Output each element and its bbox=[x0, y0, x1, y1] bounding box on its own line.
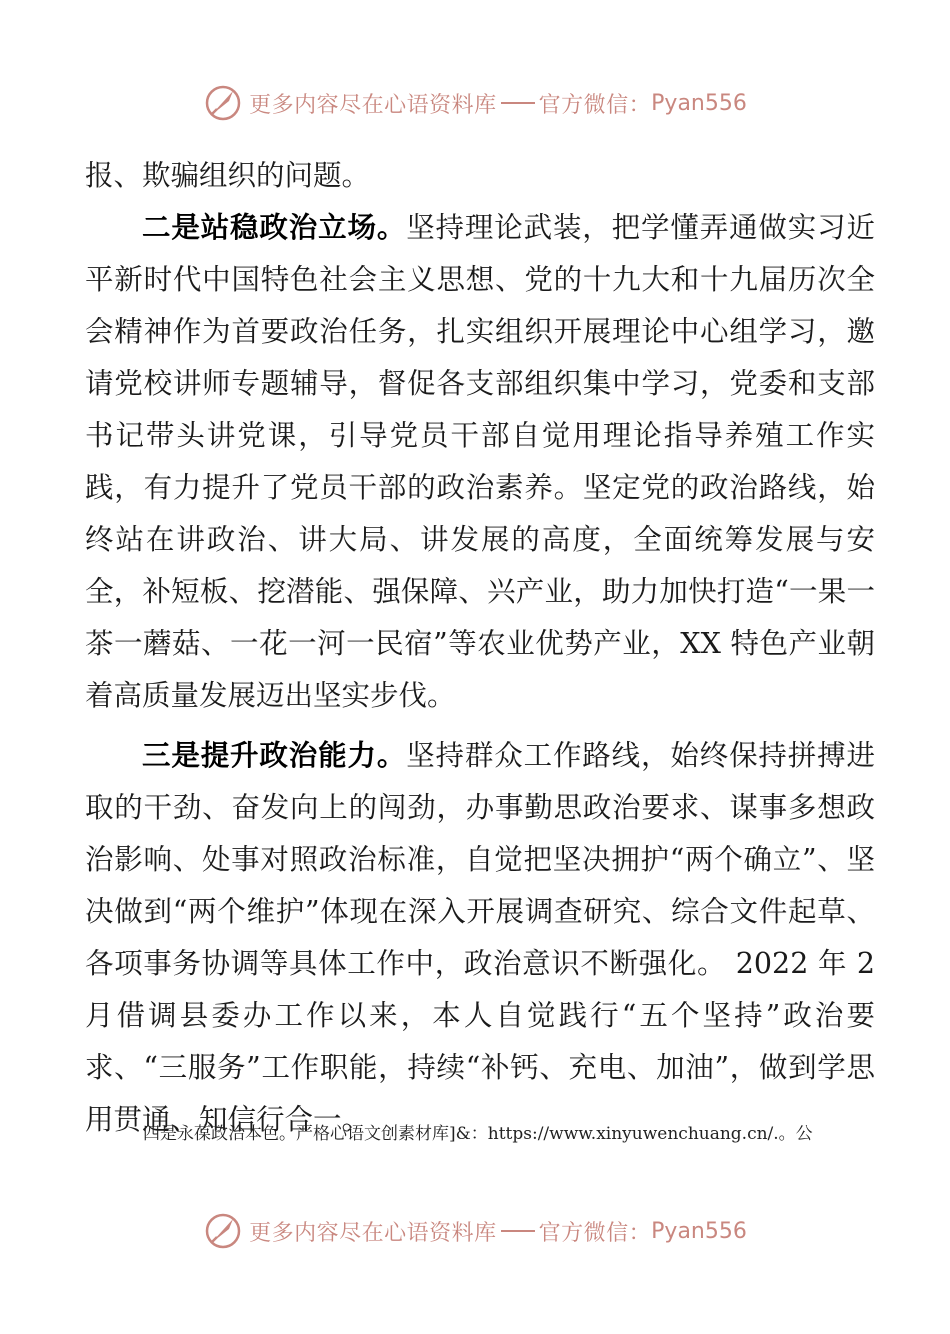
document-body bbox=[85, 150, 875, 1146]
banner-dash bbox=[501, 102, 535, 104]
banner-text: 更多内容尽在心语资料库 bbox=[249, 1220, 497, 1246]
quill-logo-icon bbox=[203, 83, 243, 123]
banner-dash bbox=[501, 1230, 535, 1232]
footer-watermark-banner bbox=[0, 1206, 950, 1256]
paragraph-body: 坚持群众工作路线，始终保持拼搏进取的干劲、奋发向上的闯劲，办事勤思政治要求、谋事多想政治影响、处事对照政治标准，自觉把坚决拥护“两个确立”、坚决做到“两个维护”体现在深入开展调查研究、综合文件起草、各项事务协调等具体工作中，政治意识不断强化。 2022 年 2 月借调县委办工作以来，本人自觉践行“五个坚持”政治要求、“三服务”工作职能，持续“补钙、充电、加油”，做到学思用贯通、知信行合一。 bbox=[85, 739, 875, 1136]
paragraph-political-stance bbox=[85, 202, 875, 722]
banner-label: 官方微信： bbox=[538, 1220, 652, 1246]
header-watermark-banner bbox=[0, 78, 950, 128]
paragraph-lead-heading: 三是提升政治能力。 bbox=[142, 739, 407, 772]
paragraph-body: 坚持理论武装，把学懂弄通做实习近平新时代中国特色社会主义思想、党的十九大和十九届历次全会精神作为首要政治任务，扎实组织开展理论中心组学习，邀请党校讲师专题辅导，督促各支部组织集中学习，党委和支部书记带头讲党课，引导党员干部自觉用理论指导养殖工作实践，有力提升了党员干部的政治素养。坚定党的政治路线，始终站在讲政治、讲大局、讲发展的高度，全面统筹发展与安全，补短板、挖潜能、强保障、兴产业，助力加快打造“一果一茶一蘑菇、一花一河一民宿”等农业优势产业，XX 特色产业朝着高质量发展迈出坚实步伐。 bbox=[85, 211, 875, 712]
banner-brand: Pyan556 bbox=[651, 1218, 747, 1244]
quill-logo-icon bbox=[203, 1211, 243, 1251]
paragraph-political-ability bbox=[85, 730, 875, 1146]
banner-label: 官方微信： bbox=[538, 92, 652, 118]
banner-brand: Pyan556 bbox=[651, 90, 747, 116]
banner-text: 更多内容尽在心语资料库 bbox=[249, 92, 497, 118]
paragraph-lead-heading: 二是站稳政治立场。 bbox=[142, 211, 407, 244]
footnote-line: 四是永葆政治本色。严格心语文创素材库]&：https://www.xinyuwenchuang.cn/.。公 bbox=[143, 1124, 813, 1144]
paragraph-continuation: 报、欺骗组织的问题。 bbox=[85, 159, 371, 192]
